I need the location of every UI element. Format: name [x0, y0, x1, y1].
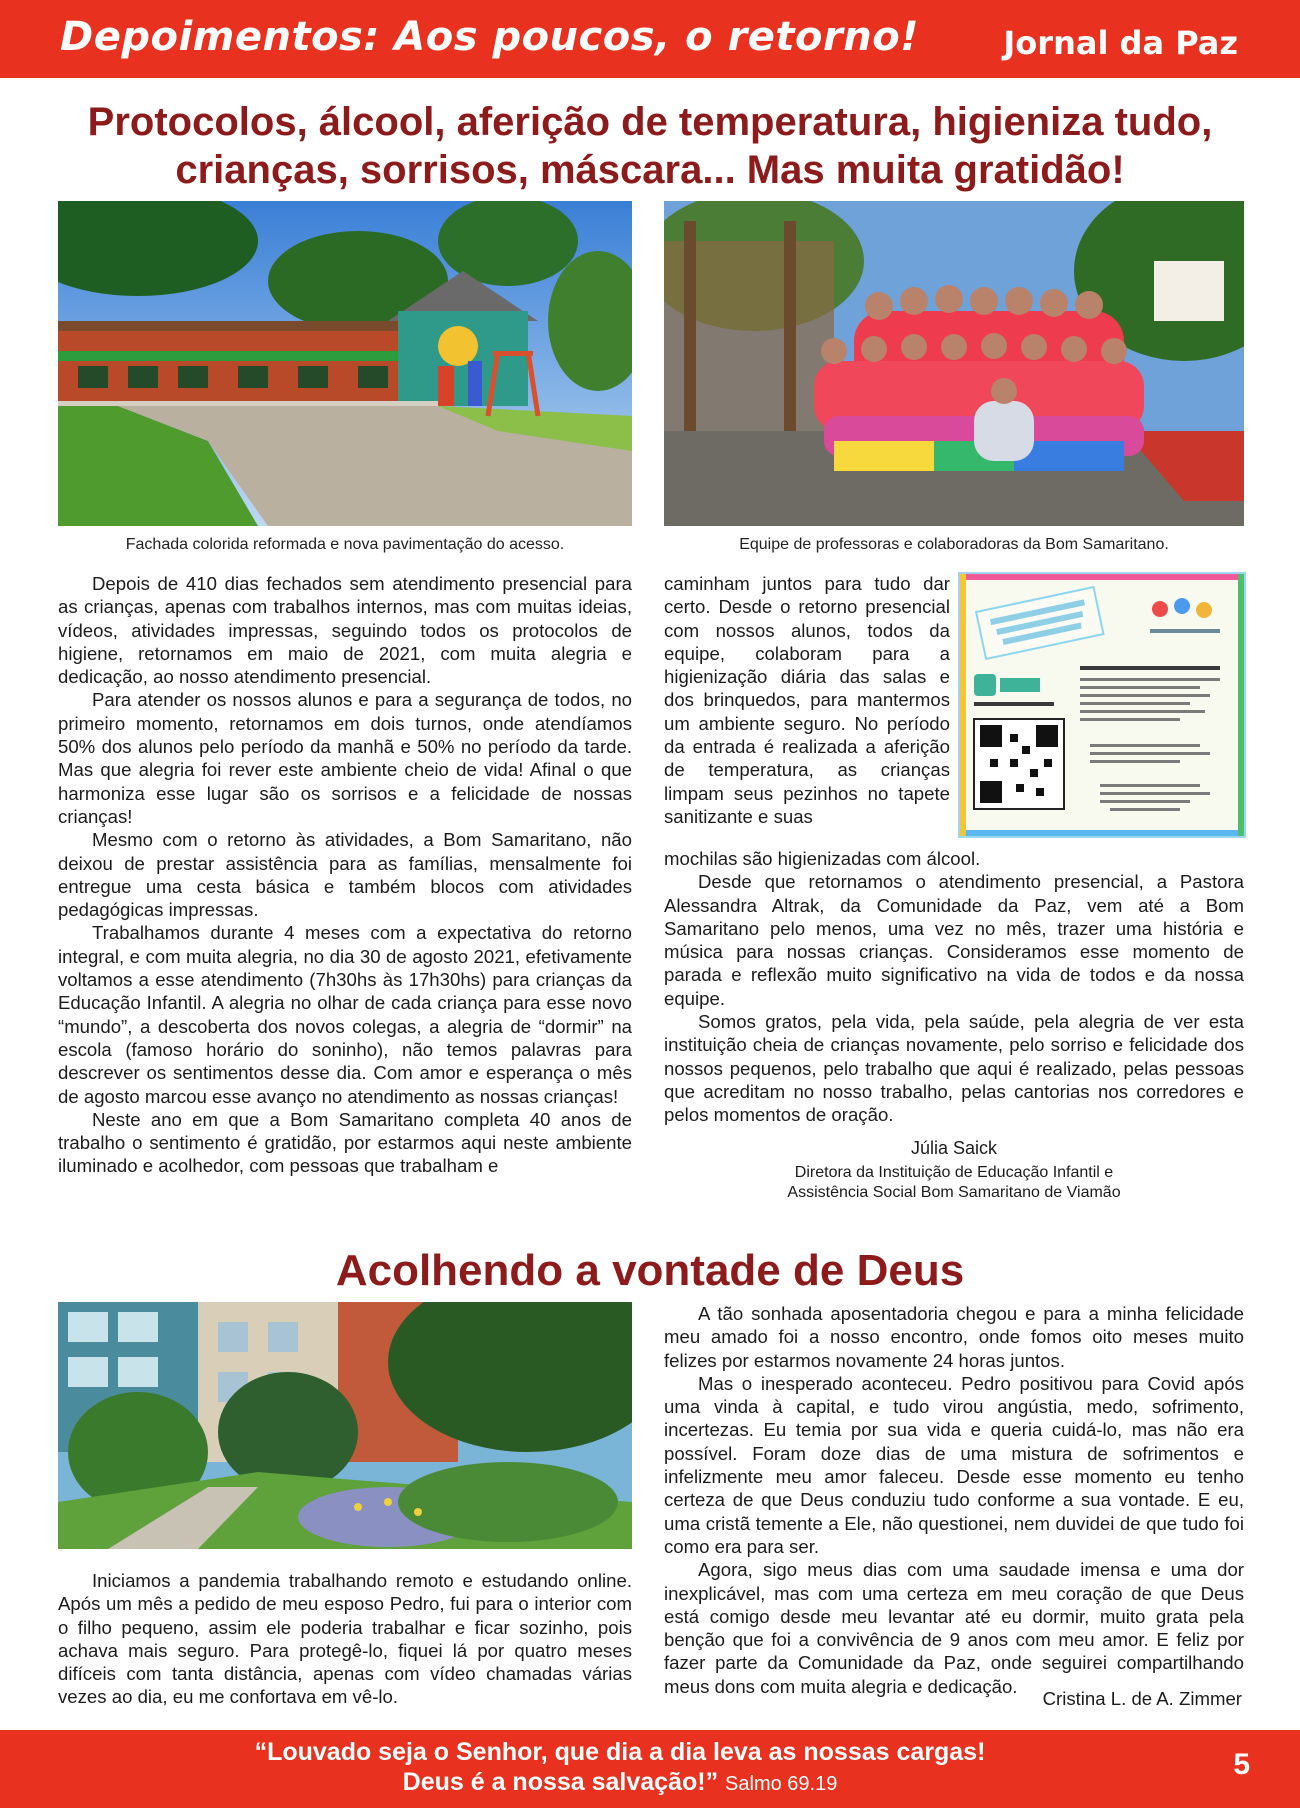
footer-quote-line2-text: Deus é a nossa salvação!”: [402, 1768, 719, 1796]
article1-signature-title-line2: Assistência Social Bom Samaritano de Viamão: [787, 1184, 1121, 1201]
footer-quote: [170, 1737, 1070, 1799]
article1-signature-title-line1: Diretora da Instituição de Educação Infantil e: [794, 1164, 1114, 1181]
article1-right-column: [664, 847, 1244, 1127]
article1-left-paragraph: Neste ano em que a Bom Samaritano completa 40 anos de trabalho o sentimento é gratidão, por estarmos aqui neste ambiente iluminado e acolhedor, com pessoas que trabalham e: [58, 1108, 632, 1177]
pix-donation-flyer: [958, 572, 1246, 838]
team-photo: [664, 201, 1244, 526]
article1-signature-name: Júlia Saick: [910, 1138, 998, 1158]
article2-right-paragraph: A tão sonhada aposentadoria chegou e para a minha felicidade meu amado foi a nosso encontro, onde fomos oito meses muito felizes por estarmos novamente 24 horas juntos.: [664, 1303, 1244, 1371]
article1-left-paragraph: Trabalhamos durante 4 meses com a expectativa do retorno integral, e com muita alegria, no dia 30 de agosto 2021, efetivamente voltamos a esse atendimento (7h30hs às 17h30hs) para crianças da Educação Infantil. A alegria no olhar de cada criança para esse novo “mundo”, a descoberta dos novos colegas, a alegria de “dormir” na escola (famoso horário do soninho), não temos palavras para descrever os sentimentos desse dia. Com amor e esperança o mês de agosto marcou esse avanço no atendimento as nossas crianças!: [58, 922, 632, 1107]
article2-headline: Acolhendo a vontade de Deus: [335, 1246, 965, 1295]
article2-right-paragraph: Agora, sigo meus dias com uma saudade imensa e uma dor inexplicável, mas com uma certeza em meu coração de que Deus está comigo desde meu levantar até eu dormir, muito grata pela benção que foi a convivência de 9 anos com meu amor. E feliz por fazer parte da Comunidade da Paz, onde seguirei compartilhando meus dons com muita alegria e dedicação.: [664, 1559, 1244, 1697]
article1-left-paragraph: Para atender os nossos alunos e para a segurança de todos, no primeiro momento, retornamos em dois turnos, onde atendíamos 50% dos alunos pelo período da manhã e 50% no período da tarde. Mas que alegria foi rever este ambiente cheio de vida! Afinal o que harmoniza esse lugar são os sorrisos e a felicidade de nossas crianças!: [58, 689, 632, 827]
article2-signature: Cristina L. de A. Zimmer: [1042, 1688, 1242, 1709]
team-photo-caption: Equipe de professoras e colaboradoras da Bom Samaritano.: [739, 536, 1169, 553]
article1-signature-title: [664, 1163, 1244, 1203]
page-number: 5: [1233, 1748, 1250, 1781]
article1-right-paragraph: Somos gratos, pela vida, pela saúde, pela alegria de ver esta instituição cheia de crianças novamente, pelo sorriso e felicidade dos nossos pequenos, pelo trabalho que aqui é realizado, pelas pessoas que acreditam no nosso trabalho, pelas cantorias nos corredores e pelos momentos de oração.: [664, 1011, 1244, 1126]
article2-left-paragraph: Iniciamos a pandemia trabalhando remoto e estudando online. Após um mês a pedido de meu esposo Pedro, fui para o interior com o filho pequeno, assim ele poderia trabalhar e ficar sozinho, pois achava mais seguro. Para protegê-lo, fiquei lá por quatro meses difíceis com tanta distância, apenas com vídeo chamadas várias vezes ao dia, eu me confortava em vê-lo.: [58, 1570, 632, 1708]
article1-right-wrap-tail: mochilas são higienizadas com álcool.: [664, 848, 981, 869]
article2-left-column: [58, 1569, 632, 1709]
footer-quote-reference: Salmo 69.19: [725, 1773, 838, 1795]
article1-left-paragraph: Mesmo com o retorno às atividades, a Bom Samaritano, não deixou de prestar assistência para as famílias, mensalmente foi entregue uma cesta básica e também blocos com atividades pedagógicas impressas.: [58, 829, 632, 921]
article2-right-column: [664, 1302, 1244, 1698]
article1-right-paragraph: Desde que retornamos o atendimento presencial, a Pastora Alessandra Altrak, da Comunidade da Paz, vem até a Bom Samaritano pelo menos, uma vez no mês, trazer uma história e música para nossas crianças. Consideramos esse momento de parada e reflexão muito significativo na vida de todos e da nossa equipe.: [664, 871, 1244, 1009]
school-facade-caption: Fachada colorida reformada e nova pavimentação do acesso.: [125, 536, 565, 553]
article1-left-paragraph: Depois de 410 dias fechados sem atendimento presencial para as crianças, apenas com trabalhos internos, mas com muitas ideias, vídeos, atividades impressas, seguindo todos os protocolos de higiene, retornamos em maio de 2021, com muita alegria e dedicação, ao nosso atendimento presencial.: [58, 573, 632, 688]
article2-right-paragraph: Mas o inesperado aconteceu. Pedro positivou para Covid após uma vinda à capital, e tudo virou angústia, medo, sofrimento, incertezas. Eu temia por sua vida e queria cuidá-lo, mas não era possível. Foram doze dias de uma mistura de sofrimentos e infelizmente meu amor faleceu. Desde esse momento eu tenho certeza de que Deus conduziu tudo conforme a sua vontade. E eu, uma cristã temente a Ele, não questionei, nem duvidei de que tudo foi como era para ser.: [664, 1372, 1244, 1557]
article1-headline-line2: crianças, sorrisos, máscara... Mas muita gratidão!: [175, 148, 1125, 192]
article1-headline-line1: Protocolos, álcool, aferição de temperatura, higieniza tudo,: [87, 100, 1213, 144]
garden-photo: [58, 1302, 632, 1549]
footer-quote-line1: “Louvado seja o Senhor, que dia a dia leva as nossas cargas!: [254, 1738, 986, 1766]
article1-headline: [40, 98, 1260, 194]
article1-right-wrap-paragraph: caminham juntos para tudo dar certo. Desde o retorno presencial com nossos alunos, todos da equipe, colaboram para a higienização diária das salas e dos brinquedos, para mantermos um ambiente seguro. No período da entrada é realizada a aferição de temperatura, as crianças limpam seus pezinhos no tapete sanitizante e suas: [664, 573, 950, 827]
article1-left-column: [58, 572, 632, 1178]
footer-quote-line2: [170, 1767, 1070, 1799]
journal-name: Jornal da Paz: [1003, 24, 1238, 62]
article1-right-wrap-text: [664, 572, 950, 828]
section-title: Depoimentos: Aos poucos, o retorno!: [60, 14, 919, 60]
school-facade-photo: [58, 201, 632, 526]
